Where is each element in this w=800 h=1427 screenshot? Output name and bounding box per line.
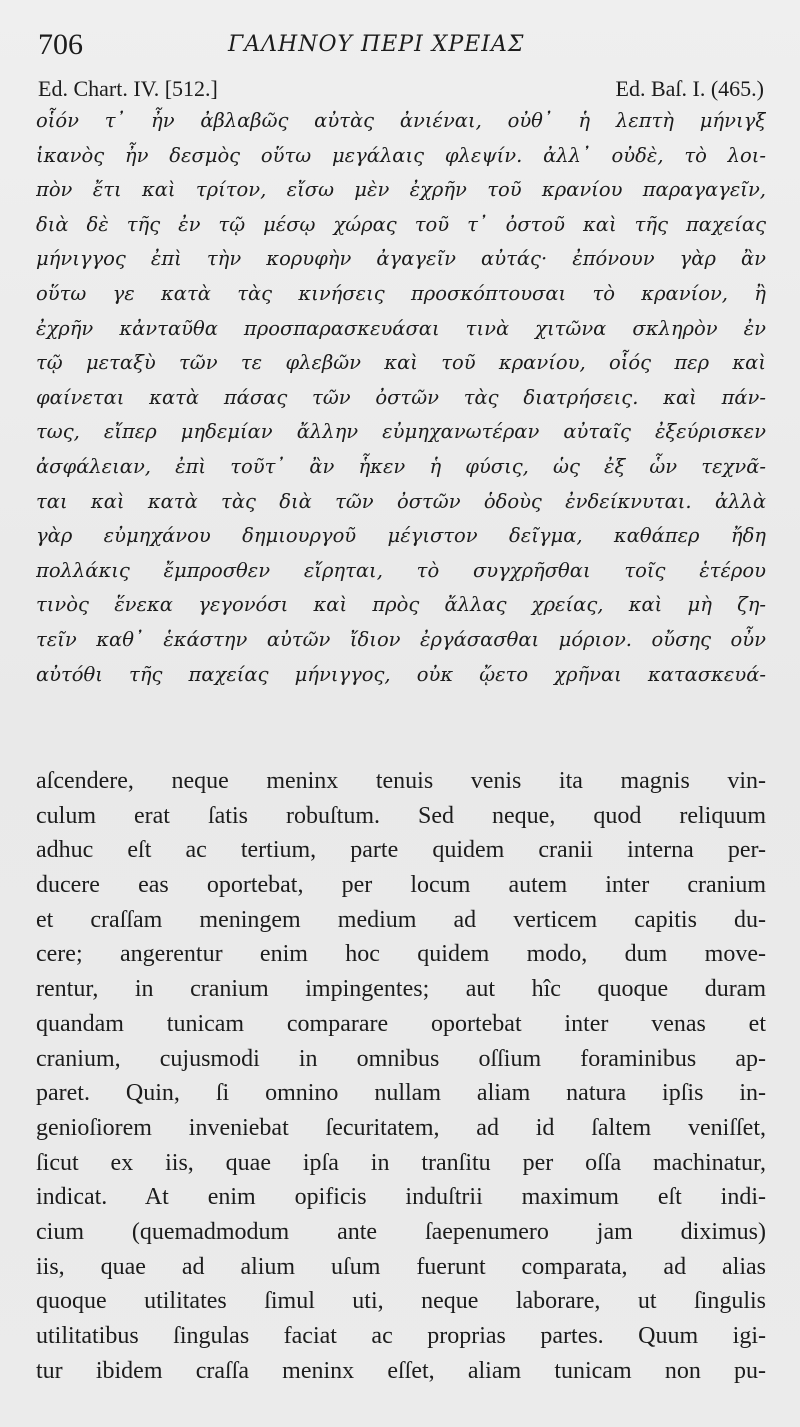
greek-text-block [36, 104, 766, 692]
latin-text-line: quandam tunicam comparare oportebat inter venas et [36, 1010, 766, 1037]
latin-text-line: culum erat ſatis robuſtum. Sed neque, quod reliquum [36, 802, 766, 829]
latin-text-line: quoque utilitates ſimul uti, neque laborare, ut ſingulis [36, 1288, 766, 1315]
page-number: 706 [38, 28, 83, 61]
edition-chart-reference: Ed. Chart. IV. [512.] [38, 76, 218, 101]
latin-text-line: ducere eas oportebat, per locum autem inter cranium [36, 872, 766, 899]
latin-text-line: rentur, in cranium impingentes; aut hîc quoque duram [36, 976, 766, 1003]
latin-text-line: indicat. At enim opificis induſtrii maximum eſt indi- [36, 1184, 766, 1211]
latin-text-line: paret. Quin, ſi omnino nullam aliam natura ipſis in- [36, 1080, 766, 1107]
latin-text-line: aſcendere, neque meninx tenuis venis ita magnis vin- [36, 768, 766, 794]
latin-text-line: cium (quemadmodum ante ſaepenumero jam diximus) [36, 1218, 766, 1245]
latin-text-line: cranium, cujusmodi in omnibus oſſium foraminibus ap- [36, 1045, 766, 1072]
greek-text-line: διὰ δὲ τῆς ἐν τῷ μέσῳ χώρας τοῦ τ᾽ ὀστοῦ καὶ τῆς παχείας [36, 212, 766, 236]
greek-text-line: τεῖν καθ᾽ ἑκάστην αὐτῶν ἴδιον ἐργάσασθαι μόριον. οὔσης οὖν [36, 627, 766, 651]
latin-text-line: cere; angerentur enim hoc quidem modo, dum move- [36, 941, 766, 968]
greek-text-line: πὸν ἔτι καὶ τρίτον, εἴσω μὲν ἐχρῆν τοῦ κρανίου παραγαγεῖν, [36, 178, 766, 202]
greek-text-line: ἐχρῆν κἀνταῦθα προσπαρασκευάσαι τινὰ χιτῶνα σκληρὸν ἐν [36, 316, 766, 340]
greek-text-line: αὐτόθι τῆς παχείας μήνιγγος, οὐκ ᾤετο χρῆναι κατασκευά- [36, 662, 766, 686]
greek-text-line: τῷ μεταξὺ τῶν τε φλεβῶν καὶ τοῦ κρανίου, οἷός περ καὶ [36, 351, 766, 375]
greek-text-line: οὕτω γε κατὰ τὰς κινήσεις προσκόπτουσαι τὸ κρανίον, ἢ [36, 281, 766, 305]
running-title: ΓΑΛΗΝΟΥ ΠΕΡΙ ΧΡΕΙΑΣ [228, 32, 525, 57]
greek-text-line: τως, εἴπερ μηδεμίαν ἄλλην εὐμηχανωτέραν αὐταῖς ἐξεύρισκεν [36, 420, 766, 444]
latin-text-line: tur ibidem craſſa meninx eſſet, aliam tunicam non pu- [36, 1357, 766, 1384]
greek-text-line: ἀσφάλειαν, ἐπὶ τοῦτ᾽ ἂν ἧκεν ἡ φύσις, ὡς ἐξ ὧν τεχνᾶ- [36, 454, 766, 478]
greek-text-line: οἷόν τ᾽ ἦν ἀβλαβῶς αὐτὰς ἀνιέναι, οὐθ᾽ ἡ λεπτὴ μήνιγξ [36, 109, 766, 132]
greek-text-line: πολλάκις ἔμπροσθεν εἴρηται, τὸ συγχρῆσθαι τοῖς ἑτέρου [36, 558, 766, 582]
greek-text-line: μήνιγγος ἐπὶ τὴν κορυφὴν ἀγαγεῖν αὐτάς· ἐπόνουν γὰρ ἂν [36, 247, 766, 271]
latin-text-line: genioſiorem inveniebat ſecuritatem, ad id ſaltem veniſſet, [36, 1114, 766, 1141]
greek-text-line: γὰρ εὐμηχάνου δημιουργοῦ μέγιστον δεῖγμα, καθάπερ ἤδη [36, 524, 766, 548]
greek-text-line: τινὸς ἕνεκα γεγονόσι καὶ πρὸς ἄλλας χρείας, καὶ μὴ ζη- [36, 593, 766, 617]
latin-text-line: adhuc eſt ac tertium, parte quidem cranii interna per- [36, 837, 766, 864]
greek-text-line: ται καὶ κατὰ τὰς διὰ τῶν ὀστῶν ὁδοὺς ἐνδείκνυται. ἀλλὰ [36, 489, 766, 513]
greek-text-line: ἱκανὸς ἦν δεσμὸς οὕτω μεγάλαις φλεψίν. ἀλλ᾽ οὐδὲ, τὸ λοι- [36, 143, 766, 167]
latin-text-line: ſicut ex iis, quae ipſa in tranſitu per oſſa machinatur, [36, 1149, 766, 1176]
edition-reference-line [38, 76, 764, 104]
page-header [38, 28, 770, 64]
latin-text-line: utilitatibus ſingulas faciat ac proprias partes. Quum igi- [36, 1323, 766, 1349]
edition-basel-reference: Ed. Baſ. I. (465.) [615, 76, 764, 101]
greek-text-line: φαίνεται κατὰ πάσας τῶν ὀστῶν τὰς διατρήσεις. καὶ πάν- [36, 385, 766, 409]
latin-text-line: et craſſam meningem medium ad verticem capitis du- [36, 906, 766, 933]
latin-text-line: iis, quae ad alium uſum fuerunt comparata, ad alias [36, 1253, 766, 1280]
latin-text-block [36, 764, 766, 1388]
